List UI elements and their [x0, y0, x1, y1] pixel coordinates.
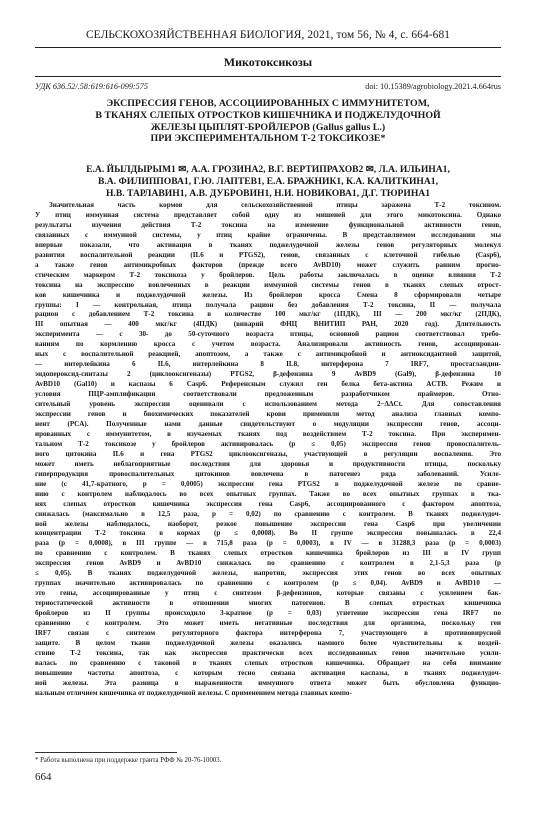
abstract-line: ной железы наблюдалось, наоборот, резкое повышение экспрессии гена Casp6 при увеличении: [35, 519, 501, 528]
abstract-line: III опытная — 400 мкг/кг (4ПДК) (виварий ФНЦ ВНИТИП РАН, 2020 год). Длительность: [35, 320, 501, 329]
abstract-line: по сравнению с контролем. В тканях слепых отростков кишечника бройлеров из III и IV групп: [35, 549, 501, 558]
abstract-line: токсина на экспрессию вовлеченных в реакции иммунной системы генов в тканях слепых отрост-: [35, 280, 501, 289]
title-line: ЭКСПРЕССИЯ ГЕНОВ, АССОЦИИРОВАННЫХ С ИММУНИТЕТОМ,: [106, 98, 430, 109]
author-list: [35, 164, 501, 200]
author-line: В.А. ФИЛИППОВА1, Г.Ю. ЛАПТЕВ1, Е.А. БРАЖНИК1, К.А. КАЛИТКИНА1,: [97, 176, 438, 187]
abstract-line: условия ПЦР-амплификации соответствовали предложенным разработчиком праймеров. Отно-: [35, 390, 501, 399]
author-line: Е.А. ЙЫЛДЫРЫМ1 ✉, А.А. ГРОЗИНА2, В.Г. ВЕРТИПРАХОВ2 ✉, Л.А. ИЛЬИНА1,: [86, 164, 450, 175]
abstract-line: раза (p = 0,0008), в III группе — в 715,8 раза (p = 0,0003), в IV — в 31288,3 раза (p = 0,0003): [35, 539, 501, 548]
abstract-line: снижалась (максимально в 12,5 раза, p = 0,02) по сравнению с контролем. В тканях поджелудоч-: [35, 509, 501, 518]
abstract-line: связанных с иммунной системы, у птиц крайне ограничены. В представляемом исследовании мы: [35, 230, 501, 239]
abstract-line: группах значительно активировалась по сравнению с контролем (p ≤ 0,04). AvBD9 и AvBD10 —: [35, 579, 501, 588]
abstract-line: ваниям по кормлению кросса с учетом возраста. Анализировали активность генов, ассоциирован-: [35, 340, 501, 349]
abstract-line: ированных с иммунитетом, в изучаемых тканях под воздействием Т-2 токсина. При эксперимен-: [35, 429, 501, 438]
abstract-line: повышение частоты апоптоза, с которым тесно связана активация каспазы, в тканях поджелудоч-: [35, 668, 501, 677]
page-number: 664: [35, 771, 52, 783]
abstract-line: может иметь неблагоприятные последствия для здоровья и продуктивности птицы, поскольку: [35, 459, 501, 468]
section-rule: [35, 76, 501, 77]
abstract-line: защите. В целом ткани поджелудочной железы оказались намного более чувствительны к воздей-: [35, 638, 501, 647]
abstract-line: У птиц иммунная система представляет собой одну из мишеней для этого микотоксина. Однако: [35, 210, 501, 219]
title-line: В ТКАНЯХ СЛЕПЫХ ОТРОСТКОВ КИШЕЧНИКА И ПОДЖЕЛУДОЧНОЙ: [95, 109, 441, 121]
abstract-line: ние (с 41,7-кратного, p = 0,0005) экспрессии гена PTGS2 в поджелудочной железе по сравне-: [35, 479, 501, 488]
abstract-line: впервые показали, что активация в тканях поджелудочной железы генов регуляторных молекул: [35, 240, 501, 249]
abstract-line: IRF7 связан с синтезом регуляторного фактора интерферона 7, участвующего в противовирусной: [35, 628, 501, 637]
abstract-line: развития воспалительной реакции (IL6 и PTGS2), генов, связанных с клеточной гибелью (Casp6),: [35, 250, 501, 259]
abstract-line: ≤ 0,05). В тканях поджелудочной железы, напротив, экспрессия этих генов во всех опытных: [35, 569, 501, 578]
abstract-line: нях слепых отростков кишечника экспрессия гена Casp6, ассоциированного с фактором апоптоза,: [35, 499, 501, 508]
footnote-rule: [35, 752, 177, 753]
abstract-line: концентрации Т-2 токсина в кормах (p ≤ 0,0008). Во II группе экспрессия повышалась в 22,4: [35, 529, 501, 538]
section-title: Микотоксикозы: [223, 55, 313, 69]
abstract-line: ного цитокина IL6 и гена PTGS2 циклооксигеназы, участвующей в регуляции воспаления. Это: [35, 449, 501, 458]
abstract-line: результаты изучения действия Т-2 токсина на изменение функциональной активности генов,: [35, 220, 501, 229]
abstract-line: — интерлейкина 6 IL6, интерлейкина 8 IL8, интерферона 7 IRF7, простагландин-: [35, 360, 501, 369]
header-rule: [35, 47, 501, 48]
title-line: ЖЕЛЕЗЫ ЦЫПЛЯТ-БРОЙЛЕРОВ (Gallus gallus L.): [150, 121, 386, 133]
abstract-line: бройлеров из II группы происходило 3-кратное (p = 0,03) угнетение экспрессии гена IRF7 по: [35, 609, 501, 618]
abstract-line: Значительная часть кормов для сельскохозяйственной птицы заражена Т-2 токсином.: [49, 201, 501, 209]
doi-link[interactable]: doi: 10.15389/agrobiology.2021.4.664rus: [365, 82, 501, 91]
abstract-line: гиперпродукция провоспалительных цитокинов вовлечена в патогенез ряда заболеваний. Усиле-: [35, 469, 501, 478]
abstract-line: экспрессии генов и биохимических показателей крови применили метод анализа главных компо-: [35, 410, 501, 419]
footnote: * Работа выполнена при поддержке гранта РФФ № 20-76-10003.: [35, 757, 222, 764]
abstract-line: нию с контролем наблюдалось во всех опытных группах. Также во всех опытных группах в тка-: [35, 489, 501, 498]
abstract-line: а также генов антимикробных факторов (прежде всего AvBD10) может служить ранним прогно-: [35, 260, 501, 269]
journal-header: СЕЛЬСКОХОЗЯЙСТВЕННАЯ БИОЛОГИЯ, 2021, том 56, № 4, с. 664-681: [85, 29, 451, 41]
abstract-line: экспрессия генов AvBD9 и AvBD10 снижалась по сравнению с контролем в 2,1-5,3 раза (p: [35, 559, 501, 568]
abstract-line: нальным отличием кишечника от поджелудочной железы. С применением метода главных компо-: [35, 688, 352, 697]
abstract-line: группы: I — контрольная, птица получала рацион без добавления Т-2 токсина, II — получала: [35, 300, 501, 309]
title-line: ПРИ ЭКСПЕРИМЕНТАЛЬНОМ Т-2 ТОКСИКОЗЕ*: [150, 133, 386, 145]
article-title: [35, 98, 501, 145]
abstract-line: сравнению с контролем. Это может иметь негативные последствия для организма, поскольку ген: [35, 619, 501, 628]
abstract-line: териостатической активности в отношении многих патогенов. В слепых отростках кишечника: [35, 599, 501, 608]
abstract-line: ных с воспалительной реакцией, апоптозом, а также с антимикробной и антиоксидантной защитой,: [35, 350, 501, 359]
udk-code: УДК 636.52/.58:619:616-099:575: [35, 82, 148, 91]
abstract-line: ной железы. Эта разница в выраженности иммунного ответа может быть обусловлена функцио-: [35, 678, 501, 687]
abstract-line: эндопероксид-синтазы 2 (циклооксигеназы) PTGS2, β-дефензина 9 AvBD9 (Gal9), β-дефензина 10: [35, 370, 501, 379]
abstract-line: стическим маркером Т-2 токсикоза у бройлеров. Цель работы заключалась в оценке влияния Т-2: [35, 270, 501, 279]
abstract-line: AvBD10 (Gal10) и каспазы 6 Casp6. Референсным служил ген белка бета-актина ACTB. Режим и: [35, 380, 501, 389]
abstract-line: ствию Т-2 токсина, так как экспрессия практически всех исследованных генов значительно усили-: [35, 648, 501, 657]
abstract-line: валась по сравнению с таковой в тканях слепых отростков кишечника. Обращает на себя внимание: [35, 658, 501, 667]
abstract-line: рацион с добавлением Т-2 токсина в количестве 100 мкг/кг (1ПДК), III — 200 мкг/кг (2ПДК),: [35, 310, 501, 319]
abstract-line: тальном Т-2 токсикозе у бройлеров активировалась (p ≤ 0,05) экспрессия генов провоспалитель-: [35, 439, 501, 448]
abstract-line: сительный уровень экспрессии оценивали с использованием метода 2−ΔΔCt. Для сопоставления: [35, 400, 501, 409]
abstract: [35, 201, 501, 699]
abstract-line: эксперимента — с 30- до 50-суточного возраста птицы, основной рацион соответствовал требо-: [35, 330, 501, 339]
abstract-line: ков кишечника и поджелудочной железы. Из бройлеров кросса Смена 8 сформировали четыре: [35, 290, 501, 299]
abstract-line: нент (PCA). Полученные нами данные свидетельствуют о модуляции экспрессии генов, ассоци-: [35, 419, 501, 428]
abstract-line: это гены, ассоциированные у птиц с синтезом β-дефензинов, которые связаны с усилением бак-: [35, 589, 501, 598]
author-line: Н.В. ТАРЛАВИН1, А.В. ДУБРОВИН1, Н.И. НОВИКОВА1, Д.Г. ТЮРИНА1: [105, 188, 431, 199]
